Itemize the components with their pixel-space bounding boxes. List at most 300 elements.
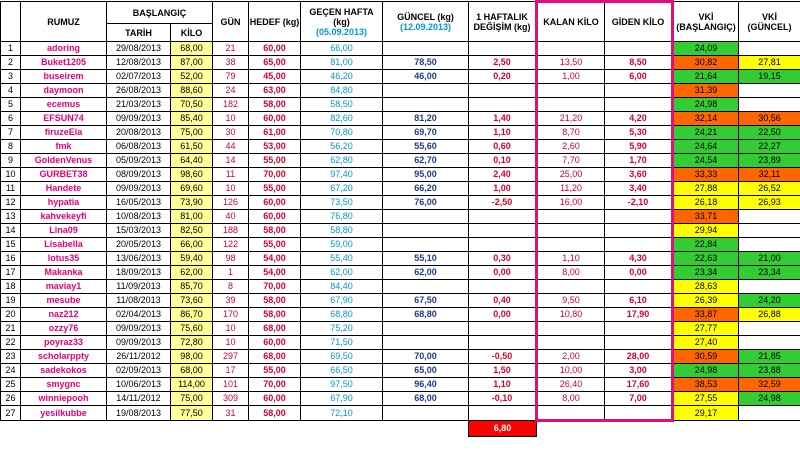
cell-rumuz: ozzy76 — [21, 322, 107, 336]
cell-vki-bas: 24,09 — [673, 42, 739, 56]
cell-vki-bas: 29,94 — [673, 224, 739, 238]
cell-vki-bas: 24,98 — [673, 98, 739, 112]
cell-vki-gun: 23,34 — [739, 266, 800, 280]
cell-gecen: 58,80 — [301, 224, 383, 238]
cell-guncel: 78,50 — [383, 56, 469, 70]
cell-rumuz: Handete — [21, 182, 107, 196]
cell-vki-bas: 27,77 — [673, 322, 739, 336]
cell-hedef: 55,00 — [249, 154, 301, 168]
cell-gun: 21 — [213, 42, 249, 56]
cell-gun: 79 — [213, 70, 249, 84]
cell-gun: 10 — [213, 112, 249, 126]
cell-hedef: 65,00 — [249, 56, 301, 70]
cell-no: 5 — [1, 98, 21, 112]
cell-vki-gun — [739, 322, 800, 336]
cell-tarih: 08/09/2013 — [107, 168, 171, 182]
table-row — [1, 168, 800, 182]
cell-gun: 10 — [213, 322, 249, 336]
table-row — [1, 378, 800, 392]
cell-kilo: 114,00 — [171, 378, 213, 392]
cell-gun: 10 — [213, 336, 249, 350]
cell-degisim: 0,10 — [469, 154, 537, 168]
cell-guncel: 95,00 — [383, 168, 469, 182]
cell-degisim: -0,50 — [469, 350, 537, 364]
header-gun: GÜN — [213, 2, 249, 42]
cell-kilo: 75,60 — [171, 322, 213, 336]
cell-giden — [605, 238, 673, 252]
cell-rumuz: smygnc — [21, 378, 107, 392]
cell-vki-bas: 30,82 — [673, 56, 739, 70]
cell-no: 25 — [1, 378, 21, 392]
cell-gecen: 62,80 — [301, 154, 383, 168]
empty-cell — [249, 421, 301, 437]
cell-giden: 4,20 — [605, 112, 673, 126]
cell-gun: 188 — [213, 224, 249, 238]
cell-hedef: 63,00 — [249, 84, 301, 98]
cell-rumuz: kahvekeyfi — [21, 210, 107, 224]
cell-kilo: 87,00 — [171, 56, 213, 70]
cell-giden: 5,90 — [605, 140, 673, 154]
cell-degisim: 1,10 — [469, 378, 537, 392]
cell-gecen: 97,50 — [301, 378, 383, 392]
cell-vki-gun: 26,93 — [739, 196, 800, 210]
cell-tarih: 12/08/2013 — [107, 56, 171, 70]
cell-kilo: 88,60 — [171, 84, 213, 98]
empty-cell — [739, 421, 800, 437]
cell-tarih: 18/09/2013 — [107, 266, 171, 280]
cell-degisim: 0,40 — [469, 294, 537, 308]
header-guncel-date: (12.09.2013) — [399, 21, 452, 32]
cell-hedef: 70,00 — [249, 280, 301, 294]
cell-giden — [605, 406, 673, 421]
cell-hedef: 58,00 — [249, 294, 301, 308]
cell-kilo: 68,00 — [171, 42, 213, 56]
cell-gecen: 75,20 — [301, 322, 383, 336]
cell-gun: 38 — [213, 56, 249, 70]
cell-kilo: 72,80 — [171, 336, 213, 350]
cell-kilo: 73,90 — [171, 196, 213, 210]
cell-vki-gun — [739, 238, 800, 252]
cell-no: 26 — [1, 392, 21, 406]
cell-vki-bas: 26,18 — [673, 196, 739, 210]
cell-no: 19 — [1, 294, 21, 308]
cell-kalan: 7,70 — [537, 154, 605, 168]
table-row — [1, 42, 800, 56]
table-row — [1, 406, 800, 421]
header-guncel — [383, 2, 469, 42]
cell-degisim: -2,50 — [469, 196, 537, 210]
cell-kilo: 82,50 — [171, 224, 213, 238]
cell-kilo: 69,60 — [171, 182, 213, 196]
cell-vki-bas: 38,53 — [673, 378, 739, 392]
cell-guncel — [383, 322, 469, 336]
cell-rumuz: mesube — [21, 294, 107, 308]
cell-degisim — [469, 84, 537, 98]
cell-rumuz: Buket1205 — [21, 56, 107, 70]
cell-giden: 8,50 — [605, 56, 673, 70]
cell-giden: 3,60 — [605, 168, 673, 182]
cell-gun: 10 — [213, 182, 249, 196]
cell-giden — [605, 84, 673, 98]
cell-no: 24 — [1, 364, 21, 378]
cell-rumuz: winniepooh — [21, 392, 107, 406]
cell-tarih: 21/03/2013 — [107, 98, 171, 112]
cell-tarih: 02/09/2013 — [107, 364, 171, 378]
cell-giden: 3,40 — [605, 182, 673, 196]
cell-gecen: 76,80 — [301, 210, 383, 224]
cell-guncel: 70,00 — [383, 350, 469, 364]
cell-rumuz: daymoon — [21, 84, 107, 98]
cell-gun: 24 — [213, 84, 249, 98]
total-degisim: 6,80 — [469, 421, 537, 437]
header-gecen-label: GEÇEN HAFTA (kg) — [309, 6, 374, 27]
cell-hedef: 68,00 — [249, 322, 301, 336]
cell-guncel — [383, 280, 469, 294]
header-rumuz: RUMUZ — [21, 2, 107, 42]
table-row — [1, 350, 800, 364]
cell-no: 13 — [1, 210, 21, 224]
cell-vki-gun: 26,52 — [739, 182, 800, 196]
empty-cell — [1, 421, 21, 437]
cell-gun: 14 — [213, 154, 249, 168]
cell-kalan — [537, 322, 605, 336]
cell-no: 21 — [1, 322, 21, 336]
cell-degisim: 1,40 — [469, 112, 537, 126]
cell-degisim: 0,00 — [469, 266, 537, 280]
cell-guncel: 65,00 — [383, 364, 469, 378]
cell-vki-bas: 32,14 — [673, 112, 739, 126]
table-row — [1, 70, 800, 84]
cell-vki-gun: 22,27 — [739, 140, 800, 154]
cell-tarih: 16/05/2013 — [107, 196, 171, 210]
table-row — [1, 98, 800, 112]
cell-vki-gun: 21,85 — [739, 350, 800, 364]
cell-vki-gun: 19,15 — [739, 70, 800, 84]
cell-gecen: 84,80 — [301, 84, 383, 98]
table-row — [1, 238, 800, 252]
cell-vki-gun — [739, 98, 800, 112]
table-row — [1, 112, 800, 126]
cell-gecen: 69,50 — [301, 350, 383, 364]
cell-gun: 39 — [213, 294, 249, 308]
cell-guncel: 67,50 — [383, 294, 469, 308]
empty-cell — [21, 421, 107, 437]
cell-guncel: 76,00 — [383, 196, 469, 210]
cell-vki-gun — [739, 224, 800, 238]
cell-giden: 0,00 — [605, 266, 673, 280]
cell-gun: 1 — [213, 266, 249, 280]
cell-degisim — [469, 322, 537, 336]
cell-gun: 40 — [213, 210, 249, 224]
cell-rumuz: poyraz33 — [21, 336, 107, 350]
cell-hedef: 60,00 — [249, 42, 301, 56]
cell-degisim — [469, 42, 537, 56]
cell-gun: 11 — [213, 168, 249, 182]
cell-guncel: 55,10 — [383, 252, 469, 266]
cell-vki-gun: 26,88 — [739, 308, 800, 322]
cell-guncel — [383, 98, 469, 112]
cell-hedef: 60,00 — [249, 210, 301, 224]
cell-degisim: 2,50 — [469, 56, 537, 70]
cell-kilo: 98,60 — [171, 168, 213, 182]
cell-rumuz: naz212 — [21, 308, 107, 322]
cell-kalan — [537, 238, 605, 252]
cell-guncel: 81,20 — [383, 112, 469, 126]
cell-no: 3 — [1, 70, 21, 84]
cell-kalan — [537, 84, 605, 98]
cell-degisim — [469, 336, 537, 350]
cell-vki-bas: 24,54 — [673, 154, 739, 168]
cell-kalan: 8,70 — [537, 126, 605, 140]
cell-guncel — [383, 210, 469, 224]
cell-gun: 122 — [213, 238, 249, 252]
cell-vki-bas: 27,88 — [673, 182, 739, 196]
cell-kalan: 13,50 — [537, 56, 605, 70]
cell-guncel: 68,80 — [383, 308, 469, 322]
cell-kilo: 81,00 — [171, 210, 213, 224]
cell-kilo: 75,00 — [171, 126, 213, 140]
cell-gecen: 67,90 — [301, 392, 383, 406]
cell-tarih: 09/09/2013 — [107, 336, 171, 350]
cell-tarih: 11/08/2013 — [107, 294, 171, 308]
cell-vki-gun: 23,89 — [739, 154, 800, 168]
cell-no: 4 — [1, 84, 21, 98]
cell-rumuz: sadekokos — [21, 364, 107, 378]
cell-vki-bas: 31,39 — [673, 84, 739, 98]
header-gecen-hafta — [301, 2, 383, 42]
cell-gecen: 81,00 — [301, 56, 383, 70]
cell-tarih: 06/08/2013 — [107, 140, 171, 154]
cell-guncel: 68,00 — [383, 392, 469, 406]
cell-degisim: 1,10 — [469, 126, 537, 140]
cell-vki-bas: 33,87 — [673, 308, 739, 322]
cell-no: 23 — [1, 350, 21, 364]
cell-tarih: 11/09/2013 — [107, 280, 171, 294]
cell-gun: 98 — [213, 252, 249, 266]
cell-guncel — [383, 224, 469, 238]
empty-cell — [605, 421, 673, 437]
cell-kilo: 59,40 — [171, 252, 213, 266]
cell-tarih: 14/11/2012 — [107, 392, 171, 406]
cell-rumuz: GoldenVenus — [21, 154, 107, 168]
cell-degisim: 1,00 — [469, 182, 537, 196]
cell-kilo: 61,50 — [171, 140, 213, 154]
cell-tarih: 20/05/2013 — [107, 238, 171, 252]
cell-degisim — [469, 238, 537, 252]
cell-kilo: 85,40 — [171, 112, 213, 126]
cell-giden: 5,30 — [605, 126, 673, 140]
cell-vki-bas: 24,98 — [673, 364, 739, 378]
cell-tarih: 09/09/2013 — [107, 182, 171, 196]
cell-tarih: 13/06/2013 — [107, 252, 171, 266]
cell-gun: 17 — [213, 364, 249, 378]
cell-gecen: 67,20 — [301, 182, 383, 196]
cell-guncel: 55,60 — [383, 140, 469, 154]
cell-giden: -2,10 — [605, 196, 673, 210]
cell-guncel — [383, 406, 469, 421]
header-guncel-label: GÜNCEL (kg) — [397, 11, 454, 22]
cell-guncel: 62,70 — [383, 154, 469, 168]
cell-hedef: 58,00 — [249, 308, 301, 322]
cell-kalan: 9,50 — [537, 294, 605, 308]
cell-gun: 182 — [213, 98, 249, 112]
cell-no: 6 — [1, 112, 21, 126]
cell-giden — [605, 336, 673, 350]
cell-vki-gun: 24,20 — [739, 294, 800, 308]
cell-degisim: 0,60 — [469, 140, 537, 154]
cell-giden: 6,10 — [605, 294, 673, 308]
cell-gecen: 97,40 — [301, 168, 383, 182]
cell-gecen: 82,60 — [301, 112, 383, 126]
cell-hedef: 54,00 — [249, 252, 301, 266]
cell-vki-gun: 30,56 — [739, 112, 800, 126]
table-row — [1, 280, 800, 294]
cell-guncel: 69,70 — [383, 126, 469, 140]
cell-hedef: 60,00 — [249, 392, 301, 406]
empty-cell — [171, 421, 213, 437]
cell-gecen: 72,10 — [301, 406, 383, 421]
cell-degisim — [469, 406, 537, 421]
cell-vki-gun: 27,81 — [739, 56, 800, 70]
table-row — [1, 294, 800, 308]
cell-giden: 3,00 — [605, 364, 673, 378]
cell-vki-bas: 23,34 — [673, 266, 739, 280]
table-row — [1, 126, 800, 140]
cell-hedef: 55,00 — [249, 364, 301, 378]
cell-vki-gun: 32,11 — [739, 168, 800, 182]
cell-vki-bas: 24,21 — [673, 126, 739, 140]
cell-degisim: 0,30 — [469, 252, 537, 266]
cell-kalan: 1,10 — [537, 252, 605, 266]
cell-gun: 101 — [213, 378, 249, 392]
cell-kalan — [537, 336, 605, 350]
cell-degisim: -0,10 — [469, 392, 537, 406]
table-row — [1, 336, 800, 350]
cell-no: 27 — [1, 406, 21, 421]
cell-gecen: 70,80 — [301, 126, 383, 140]
cell-gecen: 66,00 — [301, 42, 383, 56]
cell-kalan — [537, 210, 605, 224]
cell-gun: 44 — [213, 140, 249, 154]
cell-gecen: 66,50 — [301, 364, 383, 378]
cell-hedef: 68,00 — [249, 350, 301, 364]
cell-degisim — [469, 210, 537, 224]
cell-guncel: 62,00 — [383, 266, 469, 280]
cell-rumuz: buseirem — [21, 70, 107, 84]
cell-rumuz: hypatia — [21, 196, 107, 210]
cell-hedef: 55,00 — [249, 238, 301, 252]
header-vki-guncel: VKİ (GÜNCEL) — [739, 2, 800, 42]
table-row — [1, 224, 800, 238]
cell-tarih: 02/04/2013 — [107, 308, 171, 322]
cell-giden — [605, 210, 673, 224]
header-tarih: TARİH — [107, 24, 171, 42]
cell-no: 10 — [1, 168, 21, 182]
cell-kalan: 21,20 — [537, 112, 605, 126]
cell-vki-bas: 27,55 — [673, 392, 739, 406]
cell-vki-gun — [739, 210, 800, 224]
cell-no: 15 — [1, 238, 21, 252]
cell-kilo: 98,00 — [171, 350, 213, 364]
cell-degisim: 0,00 — [469, 308, 537, 322]
cell-giden: 4,30 — [605, 252, 673, 266]
cell-hedef: 45,00 — [249, 70, 301, 84]
cell-giden — [605, 98, 673, 112]
cell-vki-bas: 22,63 — [673, 252, 739, 266]
header-degisim: 1 HAFTALIK DEĞİŞİM (kg) — [469, 2, 537, 42]
cell-tarih: 29/08/2013 — [107, 42, 171, 56]
header-giden: GİDEN KİLO — [605, 2, 673, 42]
cell-kilo: 85,70 — [171, 280, 213, 294]
cell-giden: 6,00 — [605, 70, 673, 84]
cell-vki-bas: 29,17 — [673, 406, 739, 421]
cell-gun: 170 — [213, 308, 249, 322]
cell-tarih: 15/03/2013 — [107, 224, 171, 238]
cell-rumuz: GURBET38 — [21, 168, 107, 182]
cell-gun: 8 — [213, 280, 249, 294]
cell-rumuz: scholarppty — [21, 350, 107, 364]
cell-gecen: 46,20 — [301, 70, 383, 84]
header-kilo: KİLO — [171, 24, 213, 42]
cell-rumuz: firuzeEla — [21, 126, 107, 140]
cell-tarih: 20/08/2013 — [107, 126, 171, 140]
cell-gun: 309 — [213, 392, 249, 406]
cell-no: 18 — [1, 280, 21, 294]
cell-kalan: 25,00 — [537, 168, 605, 182]
cell-no: 22 — [1, 336, 21, 350]
cell-kalan — [537, 280, 605, 294]
cell-vki-bas: 33,71 — [673, 210, 739, 224]
cell-kalan — [537, 98, 605, 112]
header-vki-baslangic: VKİ (BAŞLANGIÇ) — [673, 2, 739, 42]
header-kalan: KALAN KİLO — [537, 2, 605, 42]
cell-vki-bas: 21,64 — [673, 70, 739, 84]
cell-vki-bas: 30,59 — [673, 350, 739, 364]
cell-rumuz: EFSUN74 — [21, 112, 107, 126]
cell-kalan: 10,00 — [537, 364, 605, 378]
cell-kalan: 2,60 — [537, 140, 605, 154]
cell-rumuz: Lina09 — [21, 224, 107, 238]
empty-cell — [673, 421, 739, 437]
cell-vki-bas: 28,63 — [673, 280, 739, 294]
cell-gecen: 59,00 — [301, 238, 383, 252]
table-row — [1, 210, 800, 224]
cell-giden — [605, 280, 673, 294]
cell-gun: 297 — [213, 350, 249, 364]
cell-guncel: 46,00 — [383, 70, 469, 84]
cell-guncel: 66,20 — [383, 182, 469, 196]
empty-cell — [213, 421, 249, 437]
cell-vki-gun: 22,50 — [739, 126, 800, 140]
cell-tarih: 02/07/2013 — [107, 70, 171, 84]
cell-rumuz: maviay1 — [21, 280, 107, 294]
cell-no: 8 — [1, 140, 21, 154]
cell-hedef: 54,00 — [249, 266, 301, 280]
cell-no: 12 — [1, 196, 21, 210]
cell-kalan: 26,40 — [537, 378, 605, 392]
cell-rumuz: yesilkubbe — [21, 406, 107, 421]
cell-tarih: 09/09/2013 — [107, 322, 171, 336]
cell-kilo: 75,00 — [171, 392, 213, 406]
cell-no: 2 — [1, 56, 21, 70]
cell-guncel: 96,40 — [383, 378, 469, 392]
cell-hedef: 58,00 — [249, 406, 301, 421]
cell-kilo: 73,60 — [171, 294, 213, 308]
cell-giden — [605, 322, 673, 336]
cell-vki-gun: 24,98 — [739, 392, 800, 406]
cell-tarih: 10/08/2013 — [107, 210, 171, 224]
table-row — [1, 154, 800, 168]
